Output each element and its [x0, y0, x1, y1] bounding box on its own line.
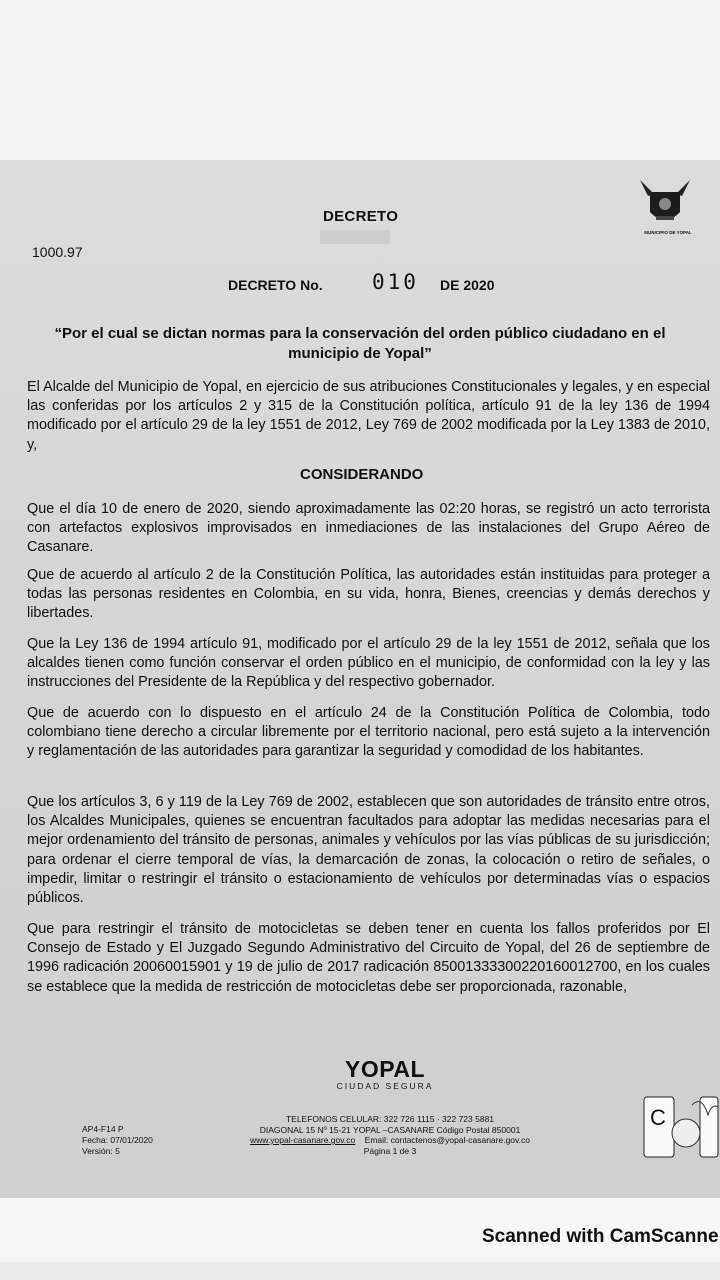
top-blank-area: [0, 0, 720, 160]
form-date: Fecha: 07/01/2020: [82, 1135, 153, 1145]
form-code: AP4-F14 P: [82, 1124, 124, 1134]
contact-links: [220, 1135, 560, 1146]
svg-text:C: C: [650, 1105, 666, 1130]
bottom-strip: [0, 1262, 720, 1280]
yopal-logo: [330, 1056, 440, 1091]
scanned-document-page: [0, 160, 720, 1198]
decree-year: DE 2020: [440, 277, 495, 293]
email-link: Email: contactenos@yopal-casanare.gov.co: [364, 1135, 530, 1145]
paragraph: Que la Ley 136 de 1994 artículo 91, modificado por el artículo 29 de la ley 1551 de 2012, señala que los alcaldes tienen como función conservar el orden público en el municipio, de conformidad con la ley y las instrucciones del Presidente de la República y del respectivo gobernador.: [27, 636, 710, 691]
certification-seals-icon: [642, 1095, 720, 1165]
logo-tagline: CIUDAD SEGURA: [336, 1081, 434, 1091]
form-version: Versión: 5: [82, 1146, 120, 1156]
contact-phones: TELEFONOS CELULAR: 322 726 1115 · 322 723 5881: [285, 1114, 495, 1124]
municipal-crest-icon: [634, 176, 696, 238]
decree-number-value: 010: [372, 270, 419, 294]
page-number: Página 1 de 3: [363, 1145, 417, 1156]
contact-address: DIAGONAL 15 Nº 15-21 YOPAL –CASANARE Código Postal 850001: [259, 1124, 521, 1135]
crest-label: MUNICIPIO DE YOPAL: [644, 230, 692, 235]
section-heading: CONSIDERANDO: [300, 466, 424, 483]
scanner-watermark: Scanned with CamScanne: [482, 1226, 719, 1247]
decree-number-label: DECRETO No.: [228, 277, 323, 293]
paragraph: Que el día 10 de enero de 2020, siendo aproximadamente las 02:20 horas, se registró un acto terrorista con artefactos explosivos improvisados en inmediaciones de las instalaciones del Grupo Aéreo de Casanare.: [27, 501, 710, 556]
paragraph: Que de acuerdo al artículo 2 de la Constitución Política, las autoridades están instituidas para proteger a todas las personas residentes en Colombia, en su vida, honra, Bienes, creencias y demás derechos y libertades.: [27, 567, 710, 622]
paragraph: Que para restringir el tránsito de motocicletas se deben tener en cuenta los fallos proferidos por El Consejo de Estado y El Juzgado Segundo Administrativo del Circuito de Yopal, del 26 de septiembre de 1996 radicación 20060015901 y 19 de julio de 2017 radicación 85001333300220160012700, en los cuales se establece que la medida de restricción de motocicletas debe ser proporcionada, razonable,: [27, 921, 710, 995]
paragraph: Que de acuerdo con lo dispuesto en el artículo 24 de la Constitución Política de Colombia, todo colombiano tiene derecho a circular libremente por el territorio nacional, pero está sujeto a la intervención y reglamentación de las autoridades para garantizar la seguridad y comodidad de los habitantes.: [27, 705, 710, 760]
document-title: DECRETO: [323, 208, 399, 225]
document-code: 1000.97: [32, 244, 83, 260]
faint-stamp: [320, 230, 390, 244]
decree-subtitle: “Por el cual se dictan normas para la conservación del orden público ciudadano en el municipio de Yopal”: [54, 325, 666, 362]
intro-paragraph: El Alcalde del Municipio de Yopal, en ejercicio de sus atribuciones Constitucionales y legales, y en especial las conferidas por los artículos 2 y 315 de la Constitución política, artículo 91 de la ley 136 de 1994 modificado por el artículo 29 de la ley 1551 de 2012, Ley 769 de 2002 modificada por la Ley 1383 de 2010, y,: [27, 379, 710, 453]
logo-name: YOPAL: [344, 1056, 426, 1082]
paragraph: Que los artículos 3, 6 y 119 de la Ley 769 de 2002, establecen que son autoridades de tránsito entre otros, los Alcaldes Municipales, quienes se encuentran facultados para adoptar las medidas necesarias para el mejor ordenamiento del tránsito de personas, animales y vehículos por las vías públicas de su jurisdicción; para ordenar el cierre temporal de vías, la demarcación de zonas, la colocación o retiro de señales, o impedir, limitar o restringir el tránsito o estacionamiento de vehículos por determinadas vías o espacios públicos.: [27, 794, 710, 907]
website-link: www.yopal-casanare.gov.co: [250, 1135, 356, 1145]
form-info: [82, 1124, 153, 1157]
contact-info: [220, 1114, 560, 1156]
